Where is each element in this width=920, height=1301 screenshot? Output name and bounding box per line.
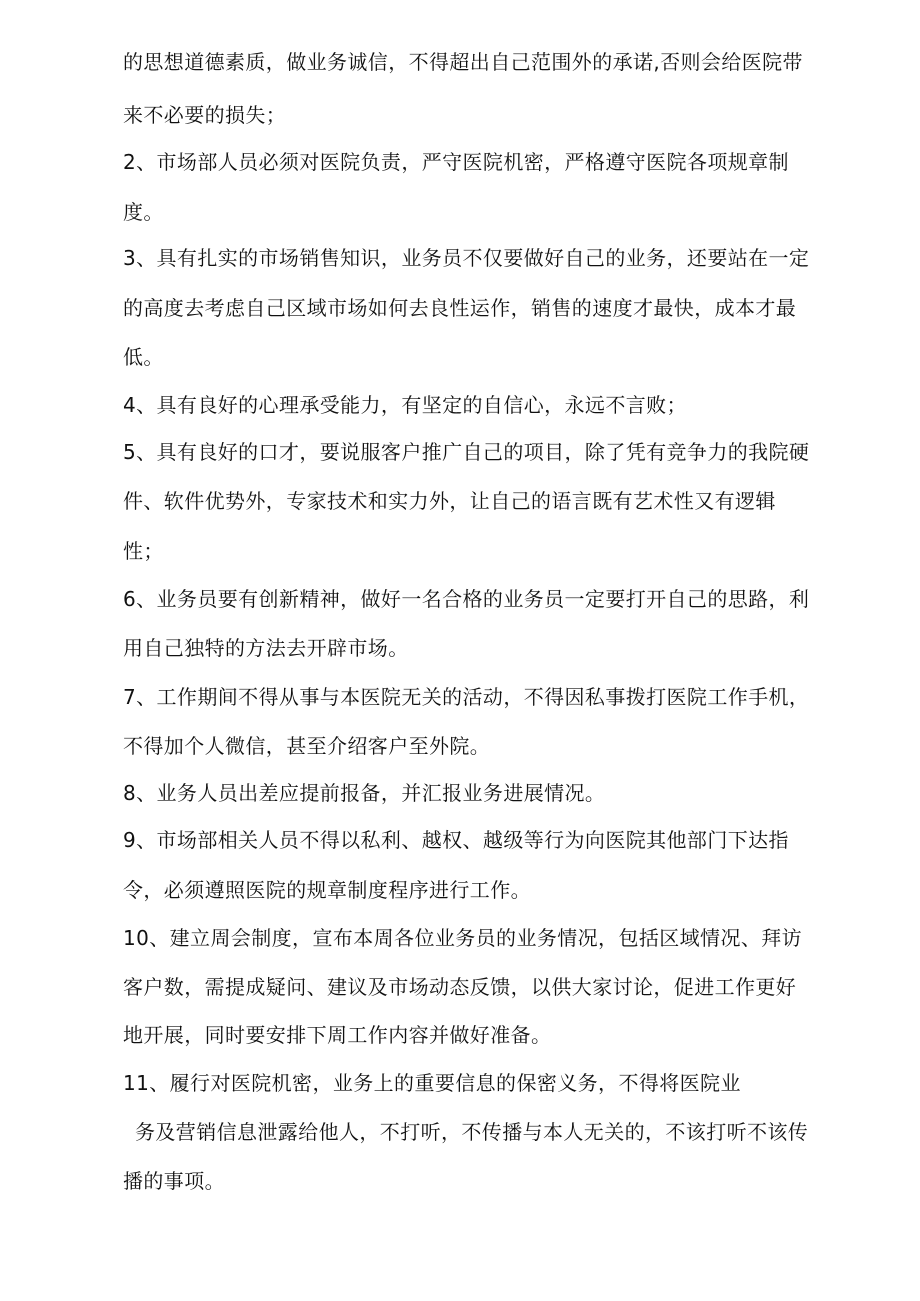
item-2-line-1: 2、市场部人员必须对医院负责，严守医院机密，严格遵守医院各项规章制 [123,150,789,174]
item-10-line-2: 客户数，需提成疑问、建议及市场动态反馈，以供大家讨论，促进工作更好 [123,975,797,999]
item-3-line-3: 低。 [123,345,164,369]
item-9-line-1: 9、市场部相关人员不得以私利、越权、越级等行为向医院其他部门下达指 [123,828,789,852]
text-line-2: 来不必要的损失； [123,103,287,127]
item-5-line-3: 性； [123,539,164,563]
item-2-line-2: 度。 [123,200,164,224]
item-5-line-1: 5、具有良好的口才，要说服客户推广自己的项目，除了凭有竞争力的我院硬 [123,440,810,464]
item-8-line-1: 8、业务人员出差应提前报备，并汇报业务进展情况。 [123,781,606,805]
item-7-line-2: 不得加个人微信，甚至介绍客户至外院。 [123,734,491,758]
item-7-line-1: 7、工作期间不得从事与本医院无关的活动，不得因私事拨打医院工作手机， [123,685,810,709]
item-6-line-2: 用自己独特的方法去开辟市场。 [123,636,409,660]
item-3-line-1: 3、具有扎实的市场销售知识，业务员不仅要做好自己的业务，还要站在一定 [123,246,810,270]
item-9-line-2: 令，必须遵照医院的规章制度程序进行工作。 [123,878,531,902]
item-10-line-1: 10、建立周会制度，宣布本周各位业务员的业务情况，包括区域情况、拜访 [123,926,803,950]
item-11-line-2: 务及营销信息泄露给他人，不打听，不传播与本人无关的，不该打听不该传 [135,1120,809,1144]
item-10-line-3: 地开展，同时要安排下周工作内容并做好准备。 [123,1023,552,1047]
text-line-1: 的思想道德素质，做业务诚信，不得超出自己范围外的承诺,否则会给医院带 [123,50,803,74]
item-11-line-1: 11、履行对医院机密，业务上的重要信息的保密义务，不得将医院业 [123,1071,741,1095]
item-6-line-1: 6、业务员要有创新精神，做好一名合格的业务员一定要打开自己的思路，利 [123,587,810,611]
item-3-line-2: 的高度去考虑自己区域市场如何去良性运作，销售的速度才最快，成本才最 [123,296,797,320]
item-4-line-1: 4、具有良好的心理承受能力，有坚定的自信心，永远不言败； [123,393,687,417]
item-5-line-2: 件、软件优势外，专家技术和实力外，让自己的语言既有艺术性又有逻辑 [123,489,776,513]
item-11-line-3: 播的事项。 [123,1169,225,1193]
